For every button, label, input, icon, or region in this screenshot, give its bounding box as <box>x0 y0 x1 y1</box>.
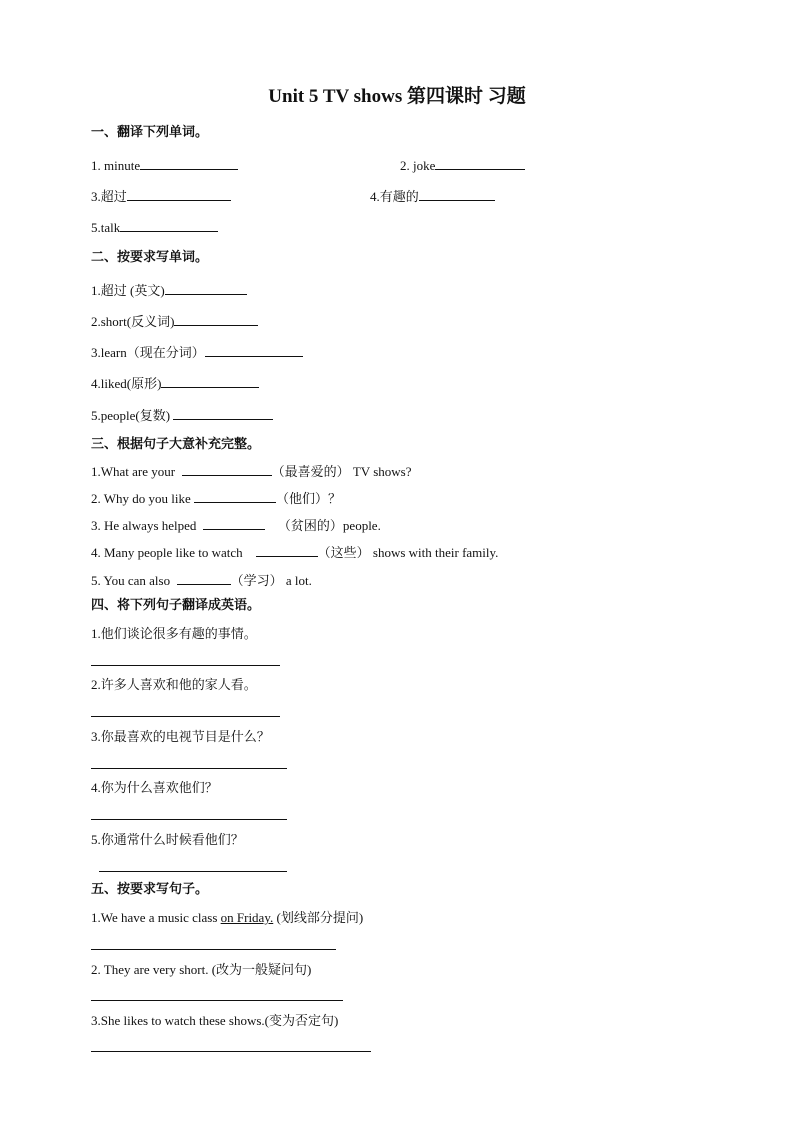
answer-blank[interactable] <box>194 490 276 503</box>
s1-question-2 <box>400 157 525 174</box>
answer-blank[interactable] <box>177 572 231 585</box>
answer-line[interactable] <box>91 1051 371 1052</box>
s2-question-2 <box>91 313 258 330</box>
answer-blank[interactable] <box>203 517 265 530</box>
s5-q1-text-start: 1.We have a music class <box>91 910 221 925</box>
answer-blank[interactable] <box>140 157 238 170</box>
answer-blank[interactable] <box>165 282 247 295</box>
answer-line[interactable] <box>91 768 287 769</box>
s2-q2-text: 2.short(反义词) <box>91 314 175 329</box>
s2-question-5 <box>91 407 273 424</box>
s2-q5-text: 5.people(复数) <box>91 408 171 423</box>
section-5-heading: 五、按要求写句子。 <box>91 882 209 897</box>
s3-q2-text-start: 2. Why do you like <box>91 491 191 506</box>
s3-q3-text-start: 3. He always helped <box>91 518 197 533</box>
s1-question-5 <box>91 219 218 236</box>
s1-q3-text: 3.超过 <box>91 189 127 204</box>
s1-q1-text: 1. minute <box>91 158 141 173</box>
s3-q5-text-start: 5. You can also <box>91 573 171 588</box>
answer-blank[interactable] <box>120 219 218 232</box>
s5-q1-text-end: (划线部分提问) <box>273 910 364 925</box>
section-4-heading: 四、将下列句子翻译成英语。 <box>91 598 261 613</box>
answer-line[interactable] <box>99 871 287 872</box>
answer-line[interactable] <box>91 949 336 950</box>
s3-q5-text-end: （学习） a lot. <box>230 573 312 588</box>
answer-blank[interactable] <box>161 375 259 388</box>
s1-question-4 <box>370 188 495 205</box>
s3-q4-text-end: （这些） shows with their family. <box>317 545 499 560</box>
answer-blank[interactable] <box>173 407 273 420</box>
section-1-heading: 一、翻译下列单词。 <box>91 125 209 140</box>
s3-question-4 <box>91 544 498 561</box>
s5-question-3: 3.She likes to watch these shows.(变为否定句) <box>91 1013 339 1028</box>
section-3-heading: 三、根据句子大意补充完整。 <box>91 437 261 452</box>
underlined-phrase: on Friday. <box>220 910 274 925</box>
s2-question-1 <box>91 282 247 299</box>
s4-question-2: 2.许多人喜欢和他的家人看。 <box>91 677 257 692</box>
s1-q4-text: 4.有趣的 <box>370 189 419 204</box>
s2-q1-text: 1.超过 (英文) <box>91 283 165 298</box>
s2-q4-text: 4.liked(原形) <box>91 376 162 391</box>
s3-q3-text-end: （贫困的）people. <box>277 518 381 533</box>
s3-question-2 <box>91 490 341 507</box>
s3-question-5 <box>91 572 312 589</box>
answer-blank[interactable] <box>174 313 258 326</box>
s1-question-1 <box>91 157 238 174</box>
s5-question-1 <box>91 910 363 926</box>
worksheet-title: Unit 5 TV shows 第四课时 习题 <box>268 86 526 107</box>
s4-question-3: 3.你最喜欢的电视节目是什么？ <box>91 729 270 744</box>
answer-blank[interactable] <box>182 463 272 476</box>
s2-q3-text: 3.learn（现在分词） <box>91 345 205 360</box>
s3-q1-text-start: 1.What are your <box>91 464 176 479</box>
answer-line[interactable] <box>91 819 287 820</box>
section-2-heading: 二、按要求写单词。 <box>91 250 209 265</box>
answer-line[interactable] <box>91 665 280 666</box>
s4-question-5: 5.你通常什么时候看他们？ <box>91 832 244 847</box>
s3-q4-text-start: 4. Many people like to watch <box>91 545 243 560</box>
s5-question-2: 2. They are very short. (改为一般疑问句) <box>91 962 312 977</box>
s3-question-1 <box>91 463 411 480</box>
answer-blank[interactable] <box>435 157 525 170</box>
answer-line[interactable] <box>91 1000 343 1001</box>
answer-blank[interactable] <box>256 544 318 557</box>
s2-question-3 <box>91 344 303 361</box>
s2-question-4 <box>91 375 259 392</box>
s3-q2-text-end: （他们）？ <box>276 491 342 506</box>
s4-question-1: 1.他们谈论很多有趣的事情。 <box>91 626 257 641</box>
s1-q2-text: 2. joke <box>400 158 436 173</box>
s4-question-4: 4.你为什么喜欢他们？ <box>91 780 218 795</box>
answer-blank[interactable] <box>205 344 303 357</box>
answer-line[interactable] <box>91 716 280 717</box>
s1-q5-text: 5.talk <box>91 220 121 235</box>
s3-q1-text-end: （最喜爱的） TV shows? <box>271 464 412 479</box>
answer-blank[interactable] <box>419 188 495 201</box>
answer-blank[interactable] <box>127 188 231 201</box>
s3-question-3 <box>91 517 381 534</box>
s1-question-3 <box>91 188 231 205</box>
